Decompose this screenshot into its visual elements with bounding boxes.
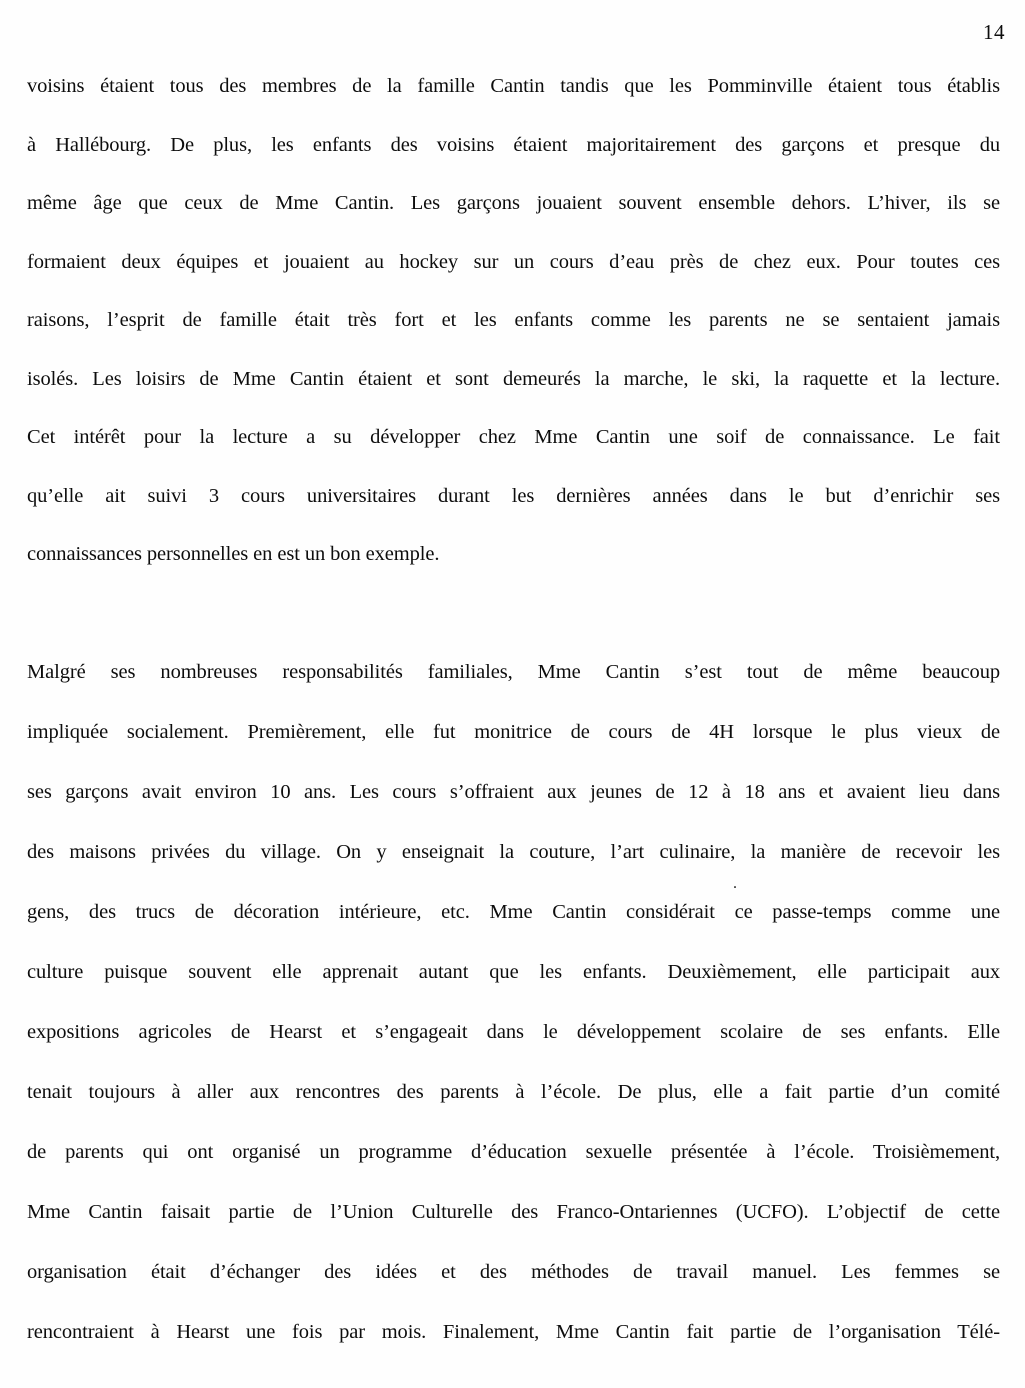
text-line: gens, des trucs de décoration intérieure, etc. Mme Cantin considérait ce passe-temps comme une [27,901,1000,923]
text-line: de parents qui ont organisé un programme d’éducation sexuelle présentée à l’école. Troisièmement, [27,1141,1000,1163]
text-line: Mme Cantin faisait partie de l’Union Culturelle des Franco-Ontariennes (UCFO). L’objectif de cette [27,1201,1000,1223]
text-line: rencontraient à Hearst une fois par mois. Finalement, Mme Cantin fait partie de l’organisation Télé- [27,1321,1000,1343]
text-line: connaissances personnelles en est un bon exemple. [27,543,440,565]
text-line: voisins étaient tous des membres de la famille Cantin tandis que les Pomminville étaient tous établis [27,75,1000,97]
text-line: des maisons privées du village. On y enseignait la couture, l’art culinaire, la manière de recevoir les [27,841,1000,863]
stray-ink-dot: . [733,875,737,892]
text-line: ses garçons avait environ 10 ans. Les cours s’offraient aux jeunes de 12 à 18 ans et avaient lieu dans [27,781,1000,803]
body-text [27,57,1000,1362]
text-line: impliquée socialement. Premièrement, elle fut monitrice de cours de 4H lorsque le plus vieux de [27,721,1000,743]
text-line: isolés. Les loisirs de Mme Cantin étaient et sont demeurés la marche, le ski, la raquette et la lecture. [27,367,1000,390]
text-line: expositions agricoles de Hearst et s’engageait dans le développement scolaire de ses enfants. Elle [27,1021,1000,1043]
text-line: Cet intérêt pour la lecture a su développer chez Mme Cantin une soif de connaissance. Le fait [27,426,1000,448]
text-line: culture puisque souvent elle apprenait autant que les enfants. Deuxièmement, elle participait aux [27,961,1000,983]
paragraph-1 [27,57,1000,584]
text-line: organisation était d’échanger des idées et des méthodes de travail manuel. Les femmes se [27,1261,1000,1283]
text-line: Malgré ses nombreuses responsabilités familiales, Mme Cantin s’est tout de même beaucoup [27,661,1000,683]
text-line: raisons, l’esprit de famille était très fort et les enfants comme les parents ne se sentaient jamais [27,309,1000,331]
text-line: qu’elle ait suivi 3 cours universitaires durant les dernières années dans le but d’enrichir ses [27,484,1000,507]
text-line: à Hallébourg. De plus, les enfants des voisins étaient majoritairement des garçons et presque du [27,133,1000,156]
text-line: même âge que ceux de Mme Cantin. Les garçons jouaient souvent ensemble dehors. L’hiver, ils se [27,192,1000,214]
text-line: formaient deux équipes et jouaient au hockey sur un cours d’eau près de chez eux. Pour toutes ces [27,250,1000,273]
text-line: tenait toujours à aller aux rencontres des parents à l’école. De plus, elle a fait partie d’un comité [27,1081,1000,1103]
paragraph-2 [27,642,1000,1362]
page-number: 14 [983,20,1005,44]
